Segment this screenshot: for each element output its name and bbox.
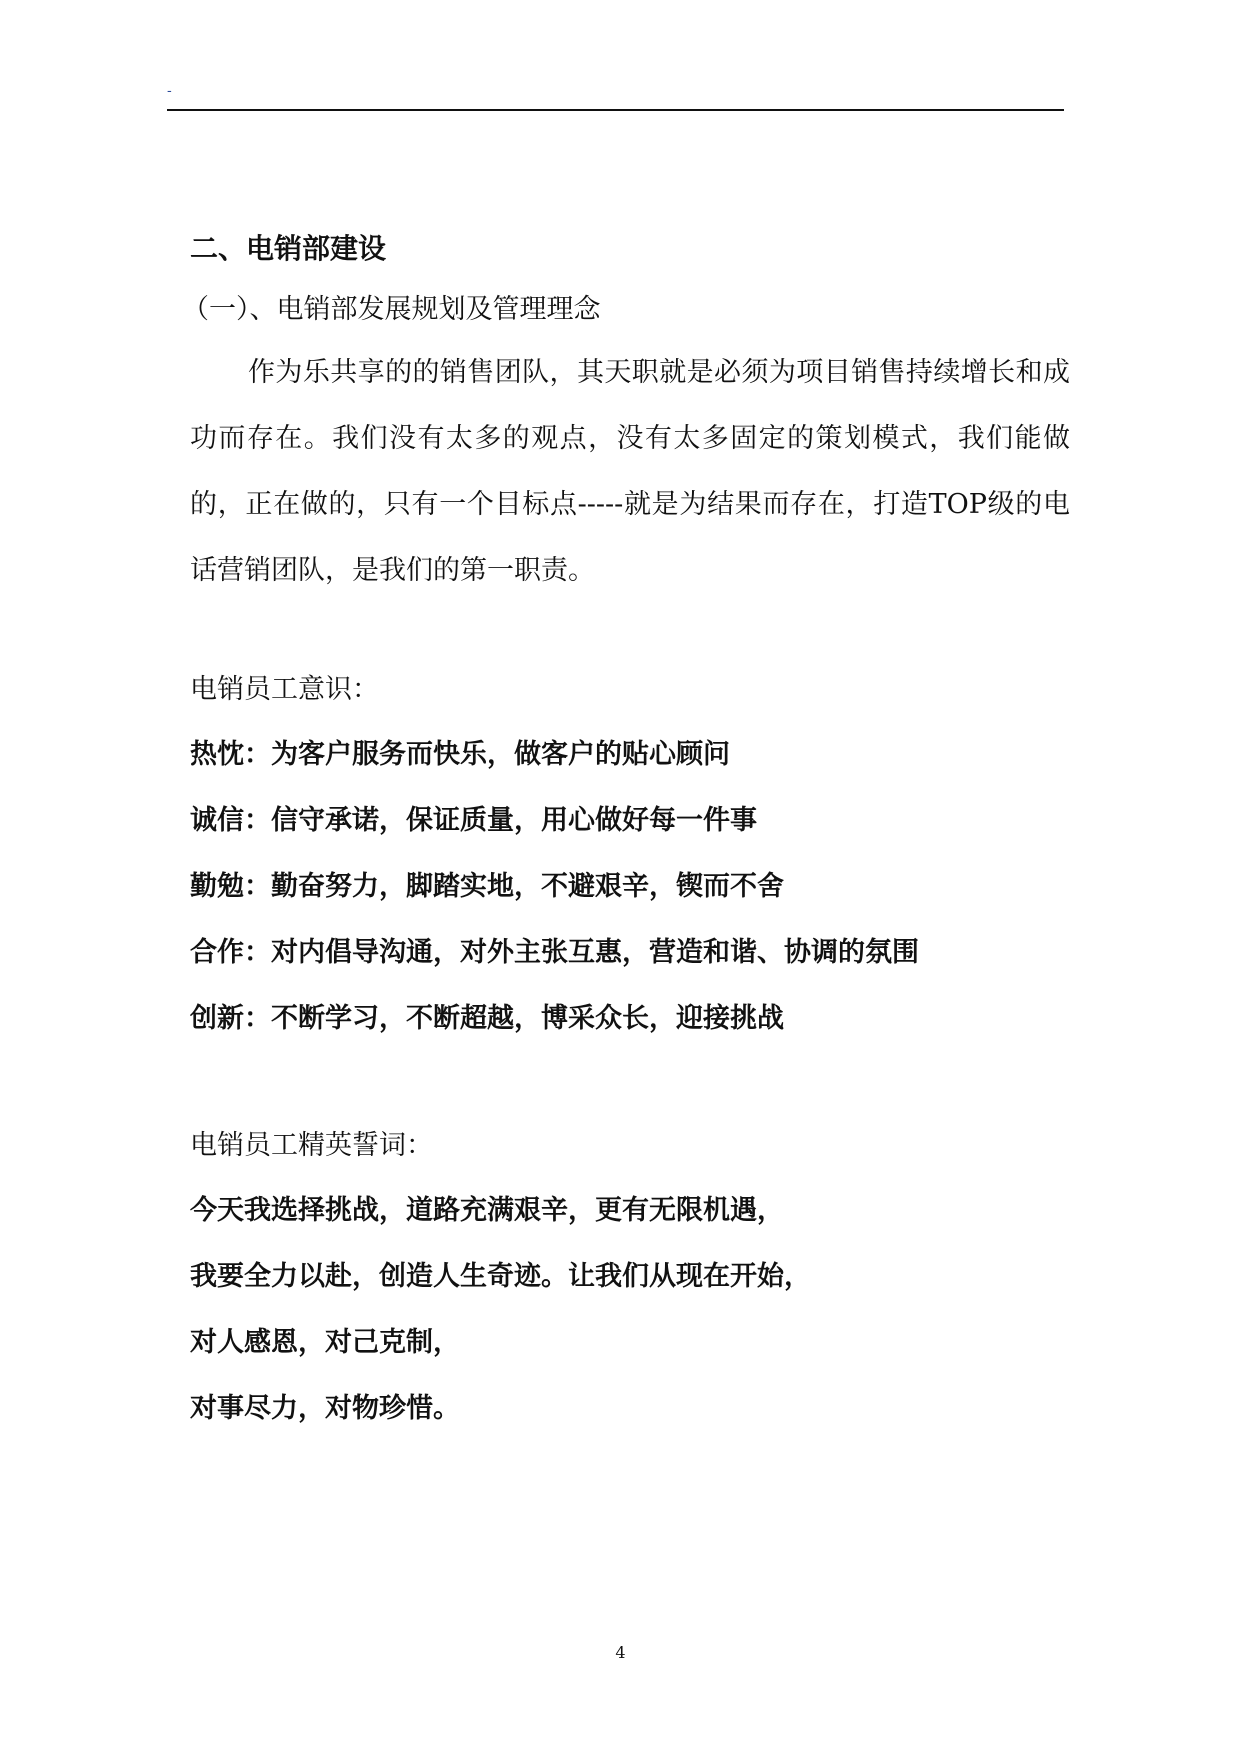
oath-list — [190, 1178, 1070, 1442]
oath-line: 今天我选择挑战，道路充满艰辛，更有无限机遇， — [190, 1195, 784, 1226]
value-item: 合作：对内倡导沟通，对外主张互惠，营造和谐、协调的氛围 — [190, 937, 919, 968]
section-title: 二、电销部建设 — [190, 232, 387, 265]
value-item: 诚信：信守承诺，保证质量，用心做好每一件事 — [190, 805, 757, 836]
page-content — [182, 226, 1070, 1442]
header-mark: - — [167, 83, 172, 99]
value-item: 勤勉：勤奋努力，脚踏实地，不避艰辛，锲而不舍 — [190, 871, 784, 902]
subsection-title: （一）、电销部发展规划及管理理念 — [182, 294, 601, 325]
value-item: 热忱：为客户服务而快乐，做客户的贴心顾问 — [190, 739, 730, 770]
oath-line: 对人感恩，对己克制， — [190, 1327, 460, 1358]
oath-line: 对事尽力，对物珍惜。 — [190, 1393, 460, 1424]
page-number: 4 — [615, 1643, 626, 1662]
oath-line: 我要全力以赴，创造人生奇迹。让我们从现在开始， — [190, 1261, 811, 1292]
value-item: 创新：不断学习，不断超越，博采众长，迎接挑战 — [190, 1003, 784, 1034]
oath-heading: 电销员工精英誓词： — [190, 1130, 433, 1161]
intro-paragraph: 作为乐共享的的销售团队，其天职就是必须为项目销售持续增长和成功而存在。我们没有太多的观点，没有太多固定的策划模式，我们能做的，正在做的，只有一个目标点-----就是为结果而存在，打造TOP级的电话营销团队，是我们的第一职责。 — [190, 357, 1070, 586]
values-heading: 电销员工意识： — [190, 674, 379, 705]
values-list — [190, 722, 1070, 1052]
header-rule — [167, 109, 1064, 111]
